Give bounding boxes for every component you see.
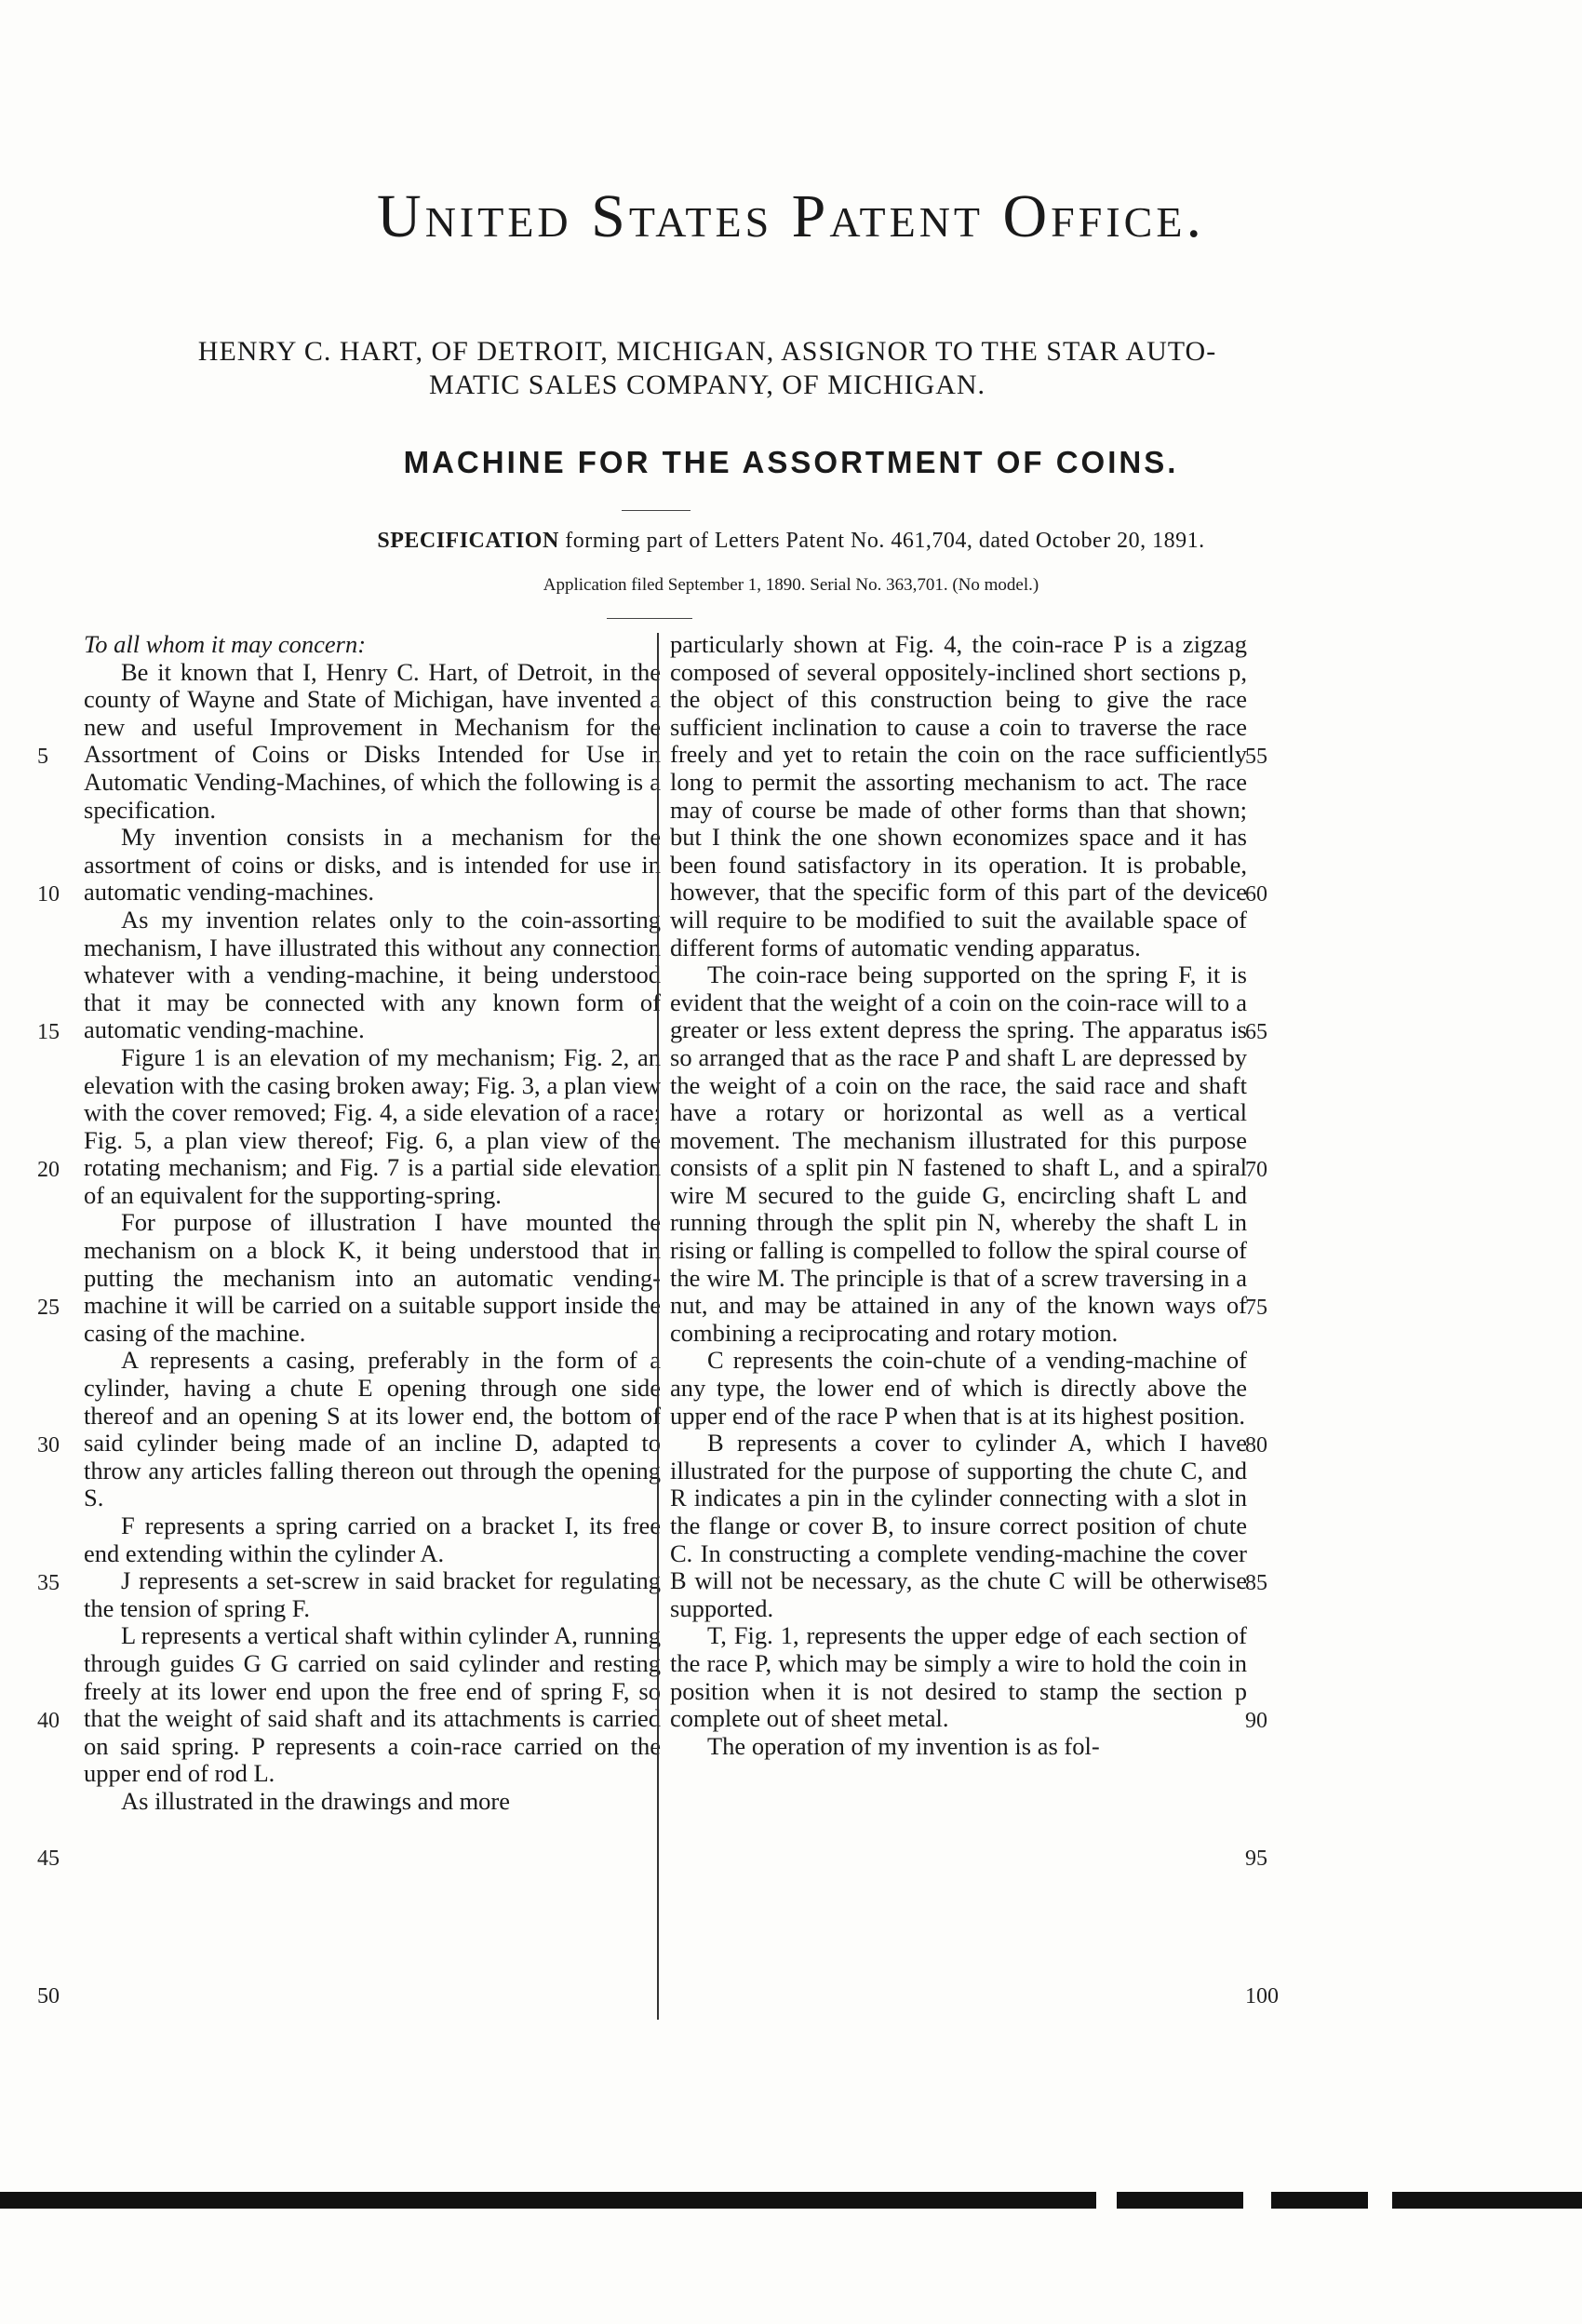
line-number: 5 [37, 745, 48, 769]
inventor-line-1: HENRY C. HART, OF DETROIT, MICHIGAN, ASSIGNOR TO THE STAR AUTO- [197, 336, 1217, 367]
paragraph: The coin-race being supported on the spring F, it is evident that the weight of a coin on the coin-race will to a greater or less extent depress the spring. The apparatus is so arranged that as the race P and shaft L are depressed by the weight of a coin on the race, the said race and shaft have a rotary or horizontal as well as a vertical movement. The mechanism illustrated for this purpose consists of a split pin N fastened to shaft L, and a spiral wire M secured to the guide G, encircling shaft L and running through the split pin N, whereby the shaft L in rising or falling is compelled to follow the spiral course of the wire M. The principle is that of a screw traversing in a nut, and may be attained in any of the known ways of combining a reciprocating and rotary motion. [670, 960, 1247, 1347]
line-number: 100 [1245, 1984, 1279, 2008]
patent-office-title: United States Patent Office. [377, 182, 1205, 250]
spec-prefix: SPECIFICATION [377, 529, 559, 553]
scan-edge-gap [1096, 2192, 1117, 2209]
inventor-line-2: MATIC SALES COMPANY, OF MICHIGAN. [428, 369, 986, 400]
column-divider [657, 633, 659, 2020]
line-number: 70 [1245, 1158, 1267, 1182]
paragraph: Figure 1 is an elevation of my mechanism; Fig. 2, an elevation with the casing broken away; Fig. 3, a plan view with the cover removed; Fig. 4, a side elevation of a race; Fig. 5, a plan view thereof; Fig. 6, a plan view of the rotating mechanism; and Fig. 7 is a partial side elevation of an equivalent for the supporting-spring. [84, 1042, 661, 1209]
line-number: 30 [37, 1433, 60, 1458]
line-number: 10 [37, 882, 60, 907]
paragraph: My invention consists in a mechanism for the assortment of coins or disks, and is intended for use in automatic vending-machines. [84, 823, 661, 907]
line-number: 75 [1245, 1296, 1267, 1320]
line-number: 45 [37, 1847, 60, 1871]
paragraph: L represents a vertical shaft within cylinder A, running through guides G G carried on said cylinder and resting freely at its lower end upon the free end of spring F, so that the weight of said shaft and its attachments is carried on said spring. P represents a coin-race carried on the upper end of rod L. [84, 1621, 661, 1788]
line-number: 90 [1245, 1709, 1267, 1733]
paragraph: F represents a spring carried on a bracket I, its free end extending within the cylinder A. [84, 1511, 661, 1567]
line-number: 15 [37, 1020, 60, 1044]
line-number: 40 [37, 1709, 60, 1733]
divider-rule [622, 510, 690, 511]
divider-rule [607, 618, 692, 619]
scan-edge-gap [1368, 2192, 1392, 2209]
line-number: 55 [1245, 745, 1267, 769]
paragraph: Be it known that I, Henry C. Hart, of Detroit, in the county of Wayne and State of Michigan, have invented a new and useful Improvement in Mechanism for the Assortment of Coins or Disks Intended for Use in Automatic Vending-Machines, of which the following is a specification. [84, 657, 661, 824]
paragraph: C represents the coin-chute of a vending-machine of any type, the lower end of which is directly above the upper end of the race P when that is at its highest position. [670, 1346, 1247, 1430]
spec-details: forming part of Letters Patent No. 461,704, dated October 20, 1891. [558, 529, 1205, 553]
invention-subject: MACHINE FOR THE ASSORTMENT OF COINS. [403, 445, 1179, 479]
paragraph: J represents a set-screw in said bracket for regulating the tension of spring F. [84, 1566, 661, 1622]
paragraph: T, Fig. 1, represents the upper edge of each section of the race P, which may be simply a wire to hold the coin in position when it is not desired to stamp the section p complete out of sheet metal. [670, 1621, 1247, 1733]
specification-line [0, 529, 1582, 554]
left-text-column [84, 631, 661, 1816]
scan-edge-bar [0, 2192, 1582, 2209]
line-number: 50 [37, 1984, 60, 2008]
scan-edge-gap [1243, 2192, 1271, 2209]
line-number: 85 [1245, 1571, 1267, 1595]
application-line: Application filed September 1, 1890. Serial No. 363,701. (No model.) [543, 575, 1039, 595]
paragraph: For purpose of illustration I have mounted the mechanism on a block K, it being understood that in putting the mechanism into an automatic vending-machine it will be carried on a suitable support inside the casing of the machine. [84, 1208, 661, 1347]
line-number: 25 [37, 1296, 60, 1320]
paragraph: A represents a casing, preferably in the form of a cylinder, having a chute E opening through one side thereof and an opening S at its lower end, the bottom of said cylinder being made of an incline D, adapted to throw any articles falling thereon out through the opening S. [84, 1346, 661, 1512]
line-number: 60 [1245, 882, 1267, 907]
right-text-column [670, 631, 1247, 1760]
line-number: 65 [1245, 1020, 1267, 1044]
paragraph: As my invention relates only to the coin-assorting mechanism, I have illustrated this without any connection whatever with a vending-machine, it being understood that it may be connected with any known form of automatic vending-machine. [84, 905, 661, 1044]
line-number: 95 [1245, 1847, 1267, 1871]
paragraph: As illustrated in the drawings and more [121, 1786, 511, 1815]
line-number: 20 [37, 1158, 60, 1182]
inventor-assignment [112, 335, 1303, 402]
paragraph: particularly shown at Fig. 4, the coin-race P is a zigzag composed of several oppositely-inclined short sections p, the object of this construction being to give the race sufficient inclination to cause a coin to traverse the race freely and yet to retain the coin on the race sufficiently long to permit the assorting mechanism to act. The race may of course be made of other forms than that shown; but I think the one shown economizes space and it has been found satisfactory in its operation. It is probable, however, that the specific form of this part of the device will require to be modified to suit the available space of different forms of automatic vending apparatus. [670, 630, 1247, 961]
paragraph: The operation of my invention is as fol- [707, 1731, 1100, 1760]
line-number: 80 [1245, 1433, 1267, 1458]
line-number: 35 [37, 1571, 60, 1595]
salutation: To all whom it may concern: [84, 630, 367, 658]
paragraph: B represents a cover to cylinder A, which I have illustrated for the purpose of supporting the chute C, and R indicates a pin in the cylinder connecting with a slot in the flange or cover B, to insure correct position of chute C. In constructing a complete vending-machine the cover B will not be necessary, as the chute C will be otherwise supported. [670, 1429, 1247, 1622]
